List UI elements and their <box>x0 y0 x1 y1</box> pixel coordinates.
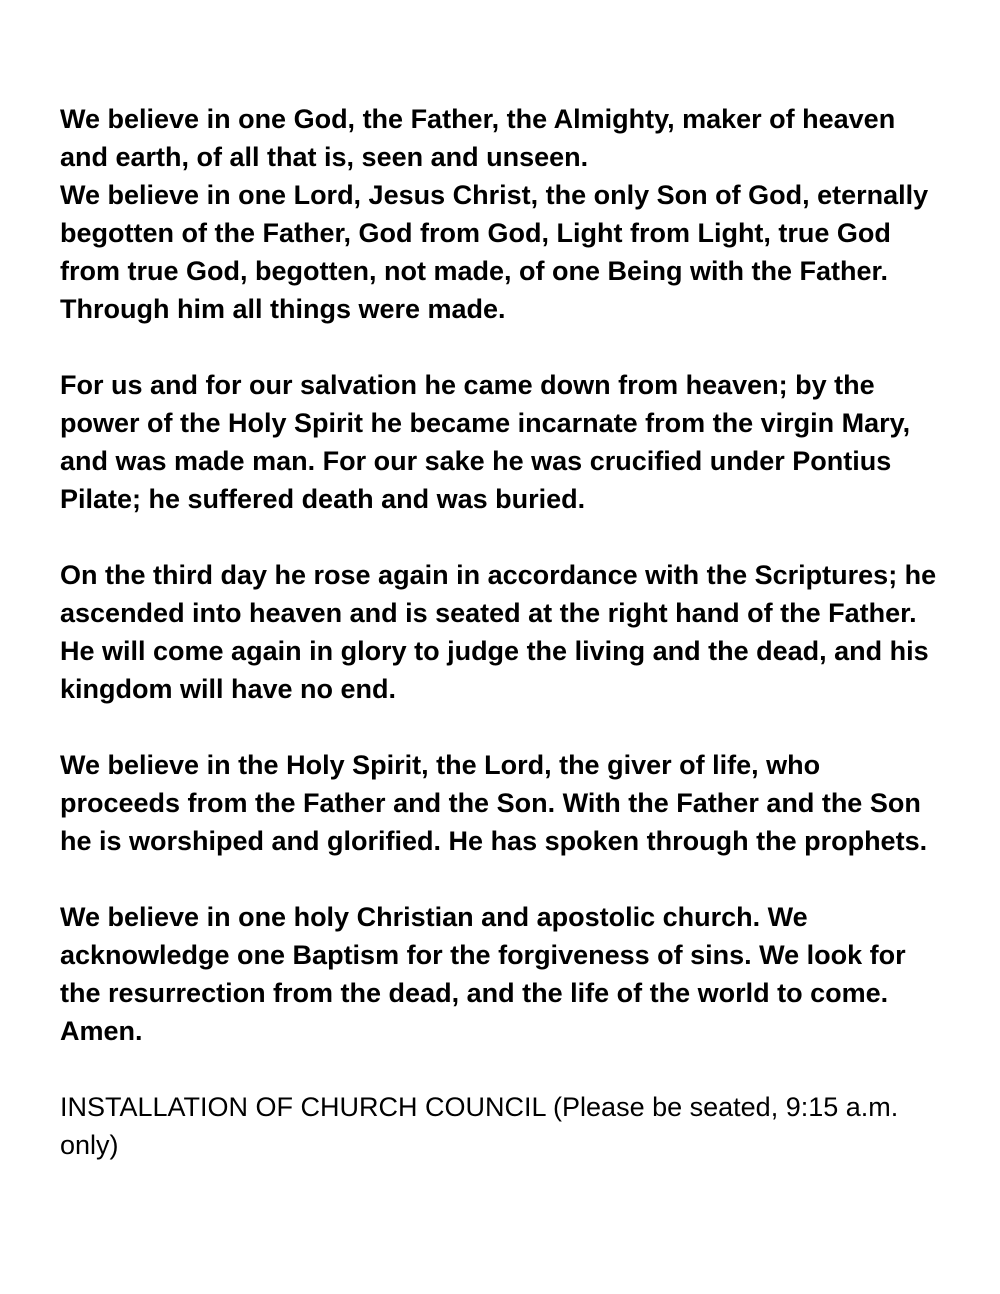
rubric-line: INSTALLATION OF CHURCH COUNCIL (Please be seated, 9:15 a.m. <box>60 1092 899 1122</box>
creed-line: He will come again in glory to judge the living and the dead, and his <box>60 636 929 666</box>
creed-line: ascended into heaven and is seated at the right hand of the Father. <box>60 598 917 628</box>
creed-line: Pilate; he suffered death and was buried. <box>60 484 586 514</box>
creed-line: he is worshiped and glorified. He has spoken through the prophets. <box>60 826 928 856</box>
creed-paragraph-1 <box>60 100 960 328</box>
creed-line: and earth, of all that is, seen and unseen. <box>60 142 589 172</box>
creed-line: proceeds from the Father and the Son. With the Father and the Son <box>60 788 921 818</box>
bulletin-page <box>60 100 960 1164</box>
creed-line: Amen. <box>60 1016 143 1046</box>
creed-line: power of the Holy Spirit he became incarnate from the virgin Mary, <box>60 408 911 438</box>
creed-line: We believe in one holy Christian and apostolic church. We <box>60 902 808 932</box>
creed-line: and was made man. For our sake he was crucified under Pontius <box>60 446 892 476</box>
creed-line: On the third day he rose again in accordance with the Scriptures; he <box>60 560 937 590</box>
installation-rubric <box>60 1088 960 1164</box>
creed-line: the resurrection from the dead, and the life of the world to come. <box>60 978 889 1008</box>
creed-line: Through him all things were made. <box>60 294 506 324</box>
creed-line: acknowledge one Baptism for the forgiveness of sins. We look for <box>60 940 906 970</box>
creed-paragraph-3 <box>60 556 960 708</box>
creed-line: We believe in one Lord, Jesus Christ, the only Son of God, eternally <box>60 180 929 210</box>
creed-paragraph-5 <box>60 898 960 1050</box>
creed-line: For us and for our salvation he came down from heaven; by the <box>60 370 875 400</box>
creed-line: We believe in one God, the Father, the Almighty, maker of heaven <box>60 104 896 134</box>
rubric-line: only) <box>60 1130 119 1160</box>
creed-line: We believe in the Holy Spirit, the Lord, the giver of life, who <box>60 750 821 780</box>
creed-line: from true God, begotten, not made, of one Being with the Father. <box>60 256 889 286</box>
creed-paragraph-2 <box>60 366 960 518</box>
creed-line: begotten of the Father, God from God, Light from Light, true God <box>60 218 891 248</box>
creed-line: kingdom will have no end. <box>60 674 397 704</box>
creed-paragraph-4 <box>60 746 960 860</box>
